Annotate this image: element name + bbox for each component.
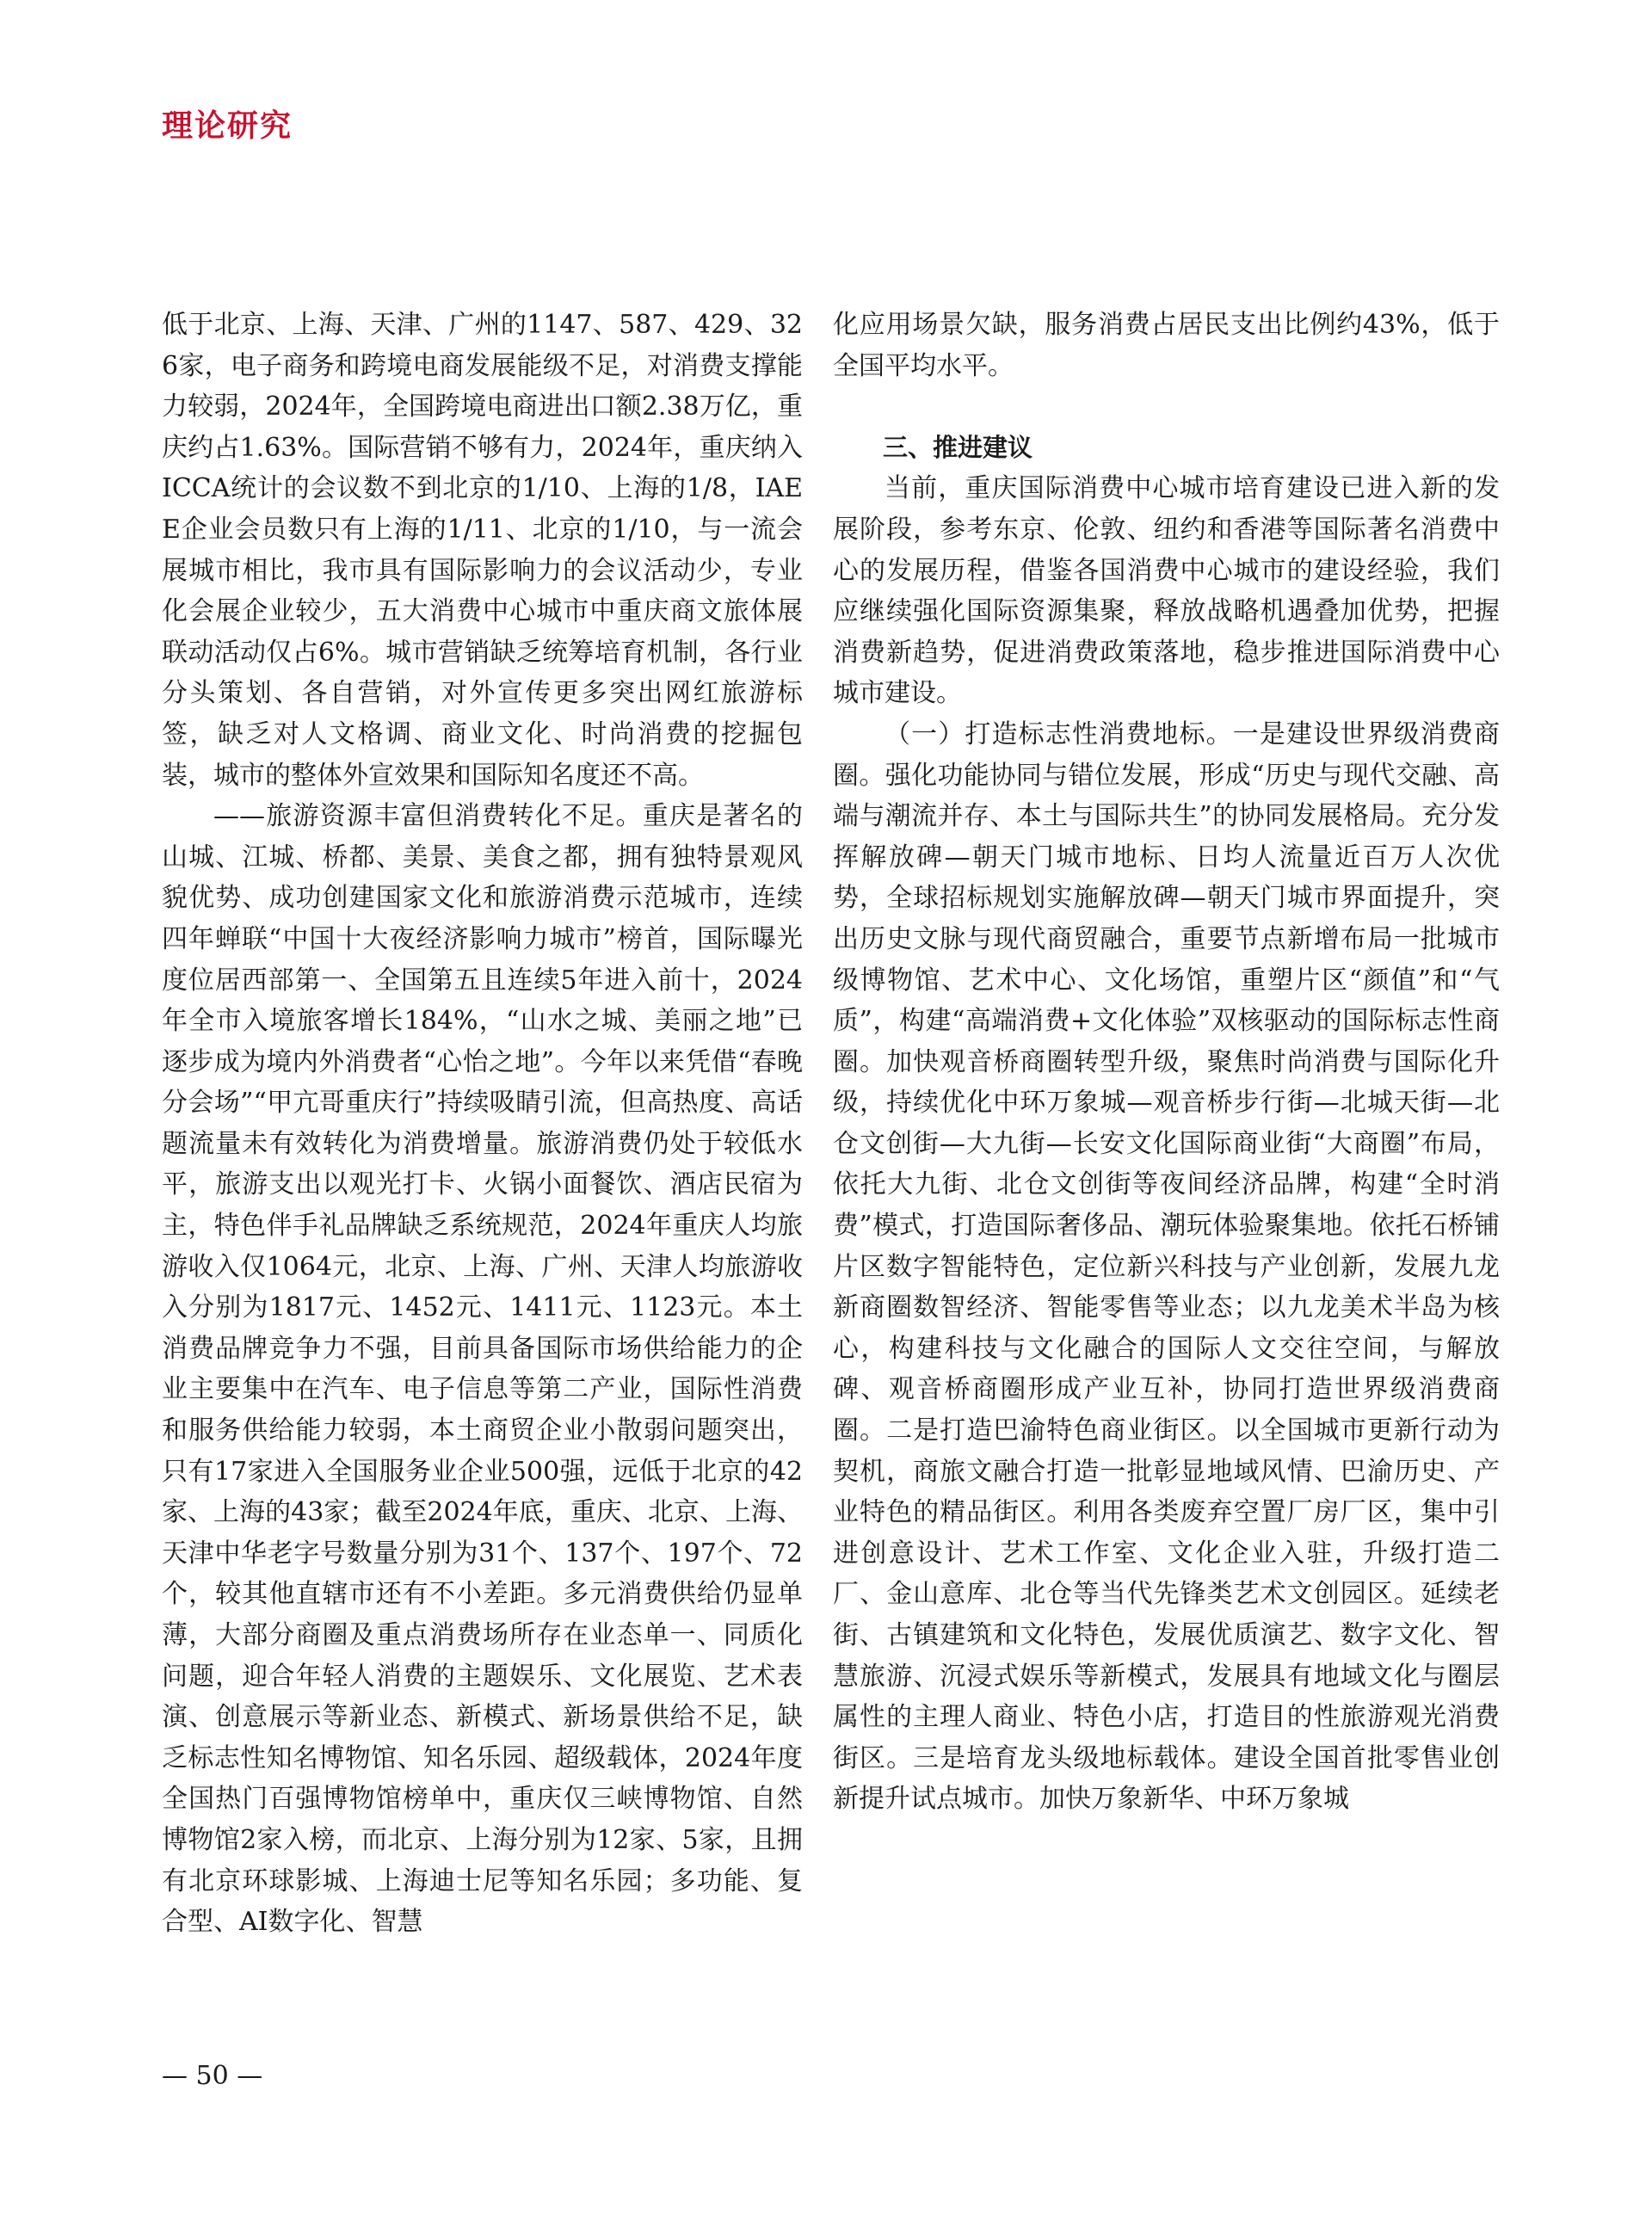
left-column — [162, 305, 803, 1943]
section-label: 理论研究 — [162, 108, 293, 144]
section-heading: 三、推进建议 — [883, 432, 1033, 462]
body-paragraph: 低于北京、上海、天津、广州的1147、587、429、326家，电子商务和跨境电商发展能级不足，对消费支撑能力较弱，2024年，全国跨境电商进出口额2.38万亿，重庆约占1.63%。国际营销不够有力，2024年，重庆纳入ICCA统计的会议数不到北京的1/10、上海的1/8，IAEE企业会员数只有上海的1/11、北京的1/10，与一流会展城市相比，我市具有国际影响力的会议活动少，专业化会展企业较少，五大消费中心城市中重庆商文旅体展联动活动仅占6%。城市营销缺乏统筹培育机制，各行业分头策划、各自营销，对外宣传更多突出网红旅游标签，缺乏对人文格调、商业文化、时尚消费的挖掘包装，城市的整体外宣效果和国际知名度还不高。 — [162, 310, 803, 791]
right-column — [833, 305, 1500, 1820]
page-number: — 50 — — [162, 2061, 263, 2091]
body-paragraph: 当前，重庆国际消费中心城市培育建设已进入新的发展阶段，参考东京、伦敦、纽约和香港等国际著名消费中心的发展历程，借鉴各国消费中心城市的建设经验，我们应继续强化国际资源集聚，释放战略机遇叠加优势，把握消费新趋势，促进消费政策落地，稳步推进国际消费中心城市建设。 — [833, 473, 1500, 709]
body-paragraph: （一）打造标志性消费地标。一是建设世界级消费商圈。强化功能协同与错位发展，形成“历史与现代交融、高端与潮流并存、本土与国际共生”的协同发展格局。充分发挥解放碑—朝天门城市地标、日均人流量近百万人次优势，全球招标规划实施解放碑—朝天门城市界面提升，突出历史文脉与现代商贸融合，重要节点新增布局一批城市级博物馆、艺术中心、文化场馆，重塑片区“颜值”和“气质”，构建“高端消费+文化体验”双核驱动的国际标志性商圈。加快观音桥商圈转型升级，聚焦时尚消费与国际化升级，持续优化中环万象城—观音桥步行街—北城天街—北仓文创街—大九街—长安文化国际商业街“大商圈”布局，依托大九街、北仓文创街等夜间经济品牌，构建“全时消费”模式，打造国际奢侈品、潮玩体验聚集地。依托石桥铺片区数字智能特色，定位新兴科技与产业创新，发展九龙新商圈数智经济、智能零售等业态；以九龙美术半岛为核心，构建科技与文化融合的国际人文交往空间，与解放碑、观音桥商圈形成产业互补，协同打造世界级消费商圈。二是打造巴渝特色商业街区。以全国城市更新行动为契机，商旅文融合打造一批彰显地域风情、巴渝历史、产业特色的精品街区。利用各类废弃空置厂房厂区，集中引进创意设计、艺术工作室、文化企业入驻，升级打造二厂、金山意库、北仓等当代先锋类艺术文创园区。延续老街、古镇建筑和文化特色，发展优质演艺、数字文化、智慧旅游、沉浸式娱乐等新模式，发展具有地域文化与圈层属性的主理人商业、特色小店，打造目的性旅游观光消费街区。三是培育龙头级地标载体。建设全国首批零售业创新提升试点城市。加快万象新华、中环万象城 — [833, 718, 1500, 1815]
paragraph-spacer — [833, 386, 1500, 428]
body-paragraph: ——旅游资源丰富但消费转化不足。重庆是著名的山城、江城、桥都、美景、美食之都，拥有独特景观风貌优势、成功创建国家文化和旅游消费示范城市，连续四年蝉联“中国十大夜经济影响力城市”榜首，国际曝光度位居西部第一、全国第五且连续5年进入前十，2024年全市入境旅客增长184%，“山水之城、美丽之地”已逐步成为境内外消费者“心怡之地”。今年以来凭借“春晚分会场”“甲亢哥重庆行”持续吸睛引流，但高热度、高话题流量未有效转化为消费增量。旅游消费仍处于较低水平，旅游支出以观光打卡、火锅小面餐饮、酒店民宿为主，特色伴手礼品牌缺乏系统规范，2024年重庆人均旅游收入仅1064元，北京、上海、广州、天津人均旅游收入分别为1817元、1452元、1411元、1123元。本土消费品牌竞争力不强，目前具备国际市场供给能力的企业主要集中在汽车、电子信息等第二产业，国际性消费和服务供给能力较弱，本土商贸企业小散弱问题突出，只有17家进入全国服务业企业500强，远低于北京的42家、上海的43家；截至2024年底，重庆、北京、上海、天津中华老字号数量分别为31个、137个、197个、72个，较其他直辖市还有不小差距。多元消费供给仍显单薄，大部分商圈及重点消费场所存在业态单一、同质化问题，迎合年轻人消费的主题娱乐、文化展览、艺术表演、创意展示等新业态、新模式、新场景供给不足，缺乏标志性知名博物馆、知名乐园、超级载体，2024年度全国热门百强博物馆榜单中，重庆仅三峡博物馆、自然博物馆2家入榜，而北京、上海分别为12家、5家，且拥有北京环球影城、上海迪士尼等知名乐园；多功能、复合型、AI数字化、智慧 — [162, 801, 803, 1938]
body-paragraph: 化应用场景欠缺，服务消费占居民支出比例约43%，低于全国平均水平。 — [833, 310, 1500, 381]
